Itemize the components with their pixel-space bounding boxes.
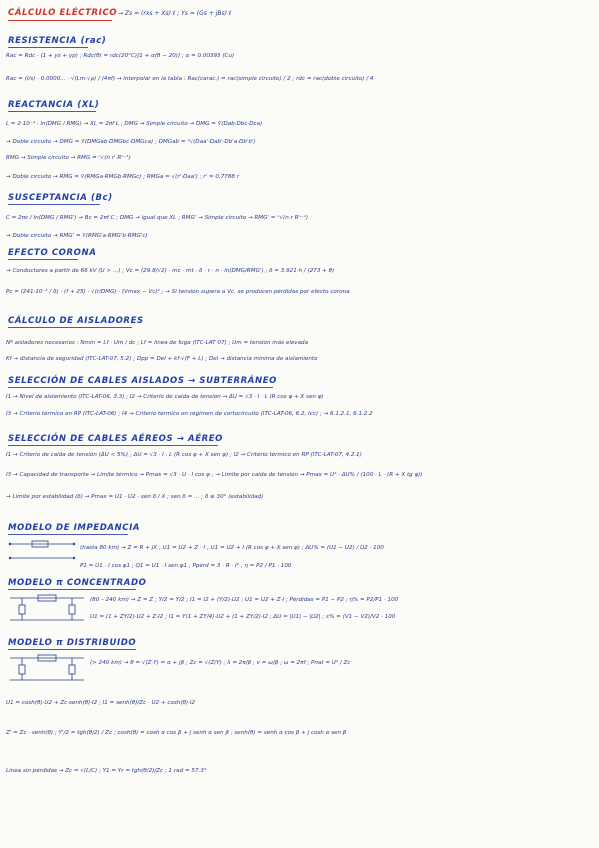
- equation-line: P1 = U1 · I cos φ1 ; Q1 = U1 · I sen φ1 ; Ppérd = 3 · R · I² ; η = P2 / P1 · 100: [80, 563, 292, 569]
- equation-line: U1 = (1 + ZY/2)·U2 + Z·I2 ; I1 = Y(1 + ZY/4)·U2 + (1 + ZY/2)·I2 ; ΔU = |U1| − |U2| ; ε% = (V1 − V2)/V2 · 100: [90, 614, 396, 620]
- equation-line: → Límite por estabilidad (δ) → Pmax = U1 · U2 · sen δ / X ; sen δ = ... ; δ ≤ 30° (estabilidad): [6, 494, 264, 500]
- equation-line: L = 2·10⁻⁴ · ln(DMG / RMG) → XL = 2πf L ; DMG → Simple circuito → DMG = ∛(Dab·Dbc·Dca): [6, 121, 263, 127]
- equation-line: C = 2πε / ln(DMG / RMG') → Bc = 2πf C ; DMG → igual que XL ; RMG' → Simple circuito → RMG' = ⁿ√(n r Rⁿ⁻¹): [6, 215, 309, 221]
- equation-line: → Doble circuito → RMG = ∛(RMGa·RMGb·RMGc) ; RMGa = √(r'·Daa') ; r' = 0.7788 r: [6, 174, 240, 180]
- heading-underline: [8, 47, 88, 48]
- equation-line: RMG → Simple circuito → RMG = ⁿ√(n r' Rⁿ⁻¹): [6, 155, 131, 161]
- equation-line: Pc = (241·10⁻⁵ / δ) · (f + 25) · √(r/DMG) · (Vmax − Vc)² ; → Si tensión supera a Vc, se producen pérdidas por efecto corona: [6, 289, 350, 295]
- equation-line: Nº aisladores necesarios : Nmin = Lf · Um / dc ; Lf = línea de fuga (ITC-LAT 07) ; Um = tensión más elevada: [6, 340, 309, 346]
- section-heading-modelo-pi-distribuido: MODELO π DISTRIBUIDO: [8, 638, 137, 648]
- section-heading-resistencia: RESISTENCIA (rac): [8, 36, 107, 46]
- heading-underline: [8, 204, 100, 205]
- equation-line: I1 → Nivel de aislamiento (ITC-LAT-06, 3.3) ; I2 → Criterio de caída de tensión → ΔU = √3 · I · L (R cos φ + X sen φ): [6, 394, 324, 400]
- section-heading-cables-aislados: SELECCIÓN DE CABLES AISLADOS → SUBTERRÁNEO: [8, 376, 277, 386]
- equation-line: Rac = (l/s) · 0.0000... · √(Lm·√ρ) / (4πf) → interpolar en la tabla : Rac(carac.) = rac(simple circuito) / 2 ; rdc = rac(doble circuito) / 4: [6, 76, 374, 82]
- equation-line: Kf → distancia de seguridad (ITC-LAT-07, 5.2) ; Dpp = Del + kf·√(F + L) ; Del → distancia mínima de aislamiento: [6, 356, 318, 362]
- heading-underline: [8, 259, 78, 260]
- heading-underline: [8, 111, 96, 112]
- page-title: CÁLCULO ELÉCTRICO: [8, 8, 118, 18]
- equation-line: (> 240 km) → θ = √(Z·Y) = α + jβ ; Zc = √(Z/Y) ; λ = 2π/β ; v = ω/β ; ω = 2πf ; Pnat = U² / Zc: [90, 660, 351, 666]
- equation-line: (hasta 80 km) → Z = R + jX ; U1 = U2 + Z · I ; U1 = U2 + I (R cos φ + X sen φ) ; ΔU% = (U1 − U2) / U2 · 100: [80, 545, 384, 551]
- heading-underline: [8, 387, 273, 388]
- heading-underline: [8, 445, 218, 446]
- equation-line: (80 – 240 km) → Z = Z ; Y/2 = Y/2 ; I1 = I2 + (Y/2)·U2 ; U1 = U2 + Z·I ; Pérdidas = P1 − P2 ; η% = P2/P1 · 100: [90, 597, 399, 603]
- section-heading-aisladores: CÁLCULO DE AISLADORES: [8, 316, 144, 326]
- equation-line: Z' = Zc · senh(θ) ; Y'/2 = tgh(θ/2) / Zc ; cosh(θ) = cosh α cos β + j senh α sen β ; senh(θ) = senh α cos β + j cosh α sen β: [6, 730, 347, 736]
- heading-underline: [8, 649, 136, 650]
- equation-line: → Doble circuito → DMG = ∛(DMGab·DMGbc·DMGca) ; DMGab = ⁴√(Daa'·Dab'·Db'a·Db'b'): [6, 139, 256, 145]
- heading-underline: [8, 589, 136, 590]
- title-formula: → Zs = (rxs + Xs) ℓ ; Ys = (Gs + jBs) ℓ: [118, 10, 232, 17]
- equation-line: Línea sin pérdidas → Zc = √(L/C) ; Y1 = Yr = tgh(θ/2)/Zc ; 1 rad = 57.3°: [6, 768, 207, 774]
- section-heading-modelo-impedancia: MODELO DE IMPEDANCIA: [8, 523, 141, 533]
- equation-line: → Doble circuito → RMG' = ∛(RMG'a·RMG'b·RMG'c): [6, 233, 148, 239]
- equation-line: Rac = Rdc · (1 + ys + yp) ; Rdc(θ) = rdc(20°C)[1 + α(θ − 20)] ; α = 0.00393 (Cu): [6, 53, 235, 59]
- section-heading-reactancia: REACTANCIA (XL): [8, 100, 100, 110]
- section-heading-susceptancia: SUSCEPTANCIA (Bc): [8, 193, 113, 203]
- equation-line: I3 → Criterio térmico en RP (ITC-LAT-06) ; I4 → Criterio térmico en régimen de cortocircuito (ITC-LAT-06, 6.2, Icc) ; → 6.1.2.1, 6.1.2.2: [6, 411, 373, 417]
- equation-line: I1 → Criterio de caída de tensión (ΔU < 5%) ; ΔU = √3 · I · L (R cos φ + X sen φ) ; I2 → Criterio térmico en RP (ITC-LAT-07, 4.2.1): [6, 452, 362, 458]
- equation-line: → Conductores a partir de 66 kV (U > ...) ; Vc = (29.8/√2) · mc · mt · δ · r · n · ln(DMG/RMG') ; δ = 3.921·h / (273 + θ): [6, 268, 335, 274]
- pi-concentrated-circuit-diagram: [8, 594, 86, 624]
- heading-underline: [8, 534, 128, 535]
- impedance-circuit-diagram: [8, 540, 76, 562]
- heading-underline: [8, 327, 132, 328]
- section-heading-cables-aereos: SELECCIÓN DE CABLES AÉREOS → AÉREO: [8, 434, 223, 444]
- pi-distributed-circuit-diagram: [8, 654, 86, 684]
- section-heading-modelo-pi-concentrado: MODELO π CONCENTRADO: [8, 578, 147, 588]
- equation-line: U1 = cosh(θ)·U2 + Zc·senh(θ)·I2 ; I1 = senh(θ)/Zc · U2 + cosh(θ)·I2: [6, 700, 196, 706]
- title-underline: [8, 20, 112, 21]
- equation-line: I3 → Capacidad de transporte → Límite térmico → Pmax = √3 · U · I cos φ ; → Límite por caída de tensión → Pmax = U² · ΔU% / (100 · L · (R + X tg φ)): [6, 472, 423, 478]
- section-heading-efecto-corona: EFECTO CORONA: [8, 248, 97, 258]
